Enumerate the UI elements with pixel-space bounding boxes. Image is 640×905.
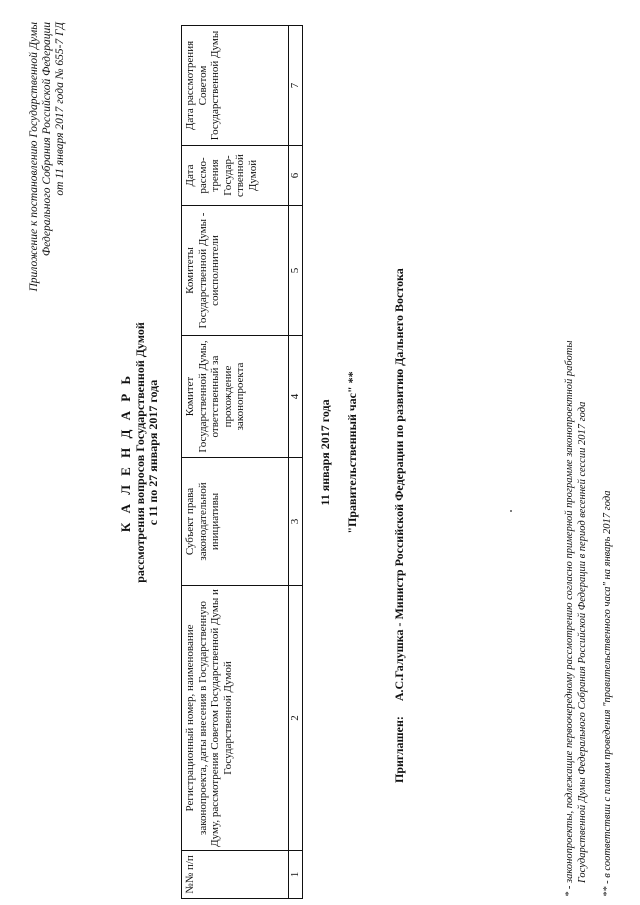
header-cell: Регистрационный номер, наименование законопроекта, даты внесения в Государственную Думу, рассмотрения Советом Государственной Думы и Государственной Думой: [182, 586, 289, 851]
title-period: с 11 по 27 января 2017 года: [146, 379, 160, 526]
column-number: 3: [289, 458, 303, 586]
invited-label: Приглашен:: [392, 716, 406, 783]
column-number-row: [289, 26, 303, 899]
invited-person: А.С.Галушка - Министр Российской Федерации по развитию Дальнего Востока: [392, 268, 406, 702]
footnote-government-hour: ** - в соответствии с планом проведения "правительственного часа" на январь 2017 года: [602, 490, 613, 897]
footnote-line: * - законопроекты, подлежащие первоочередному рассмотрению согласно примерной программе законопроектной работы: [564, 340, 575, 897]
column-number: 4: [289, 336, 303, 458]
column-number: 7: [289, 26, 303, 146]
appendix-line: от 11 января 2017 года № 655-7 ГД: [54, 22, 66, 196]
invited-line: [392, 268, 407, 783]
appendix-line: Федерального Собрания Российской Федерации: [41, 22, 53, 257]
document-title: [118, 0, 160, 905]
table-header-row: [182, 26, 289, 899]
calendar-table: [181, 25, 303, 899]
title-subtitle: рассмотрения вопросов Государственной Думой: [133, 322, 147, 583]
header-cell: Дата рассмо- трения Государ- ственной Думой: [182, 146, 289, 206]
footnote-priority: [563, 17, 589, 897]
appendix-note: [28, 22, 67, 402]
scan-speck: [510, 510, 512, 512]
header-cell: №№ п/п: [182, 851, 289, 899]
session-date: 11 января 2017 года: [318, 399, 332, 506]
government-hour-heading: "Правительственный час" **: [345, 371, 359, 534]
column-number: 2: [289, 586, 303, 851]
footnote-line: Государственной Думы Федерального Собрания Российской Федерации в период весенней сессии 2017 года: [577, 401, 588, 883]
column-number: 6: [289, 146, 303, 206]
header-cell: Комитеты Государственной Думы - соисполнители: [182, 206, 289, 336]
column-number: 5: [289, 206, 303, 336]
header-cell: Субъект права законодательной инициативы: [182, 458, 289, 586]
header-cell: Комитет Государственной Думы, ответственный за прохождение законопроекта: [182, 336, 289, 458]
appendix-line: Приложение к постановлению Государственной Думы: [28, 22, 40, 292]
title-heading: К А Л Е Н Д А Р Ь: [118, 372, 133, 533]
header-cell: Дата рассмотрения Советом Государственной Думы: [182, 26, 289, 146]
column-number: 1: [289, 851, 303, 899]
